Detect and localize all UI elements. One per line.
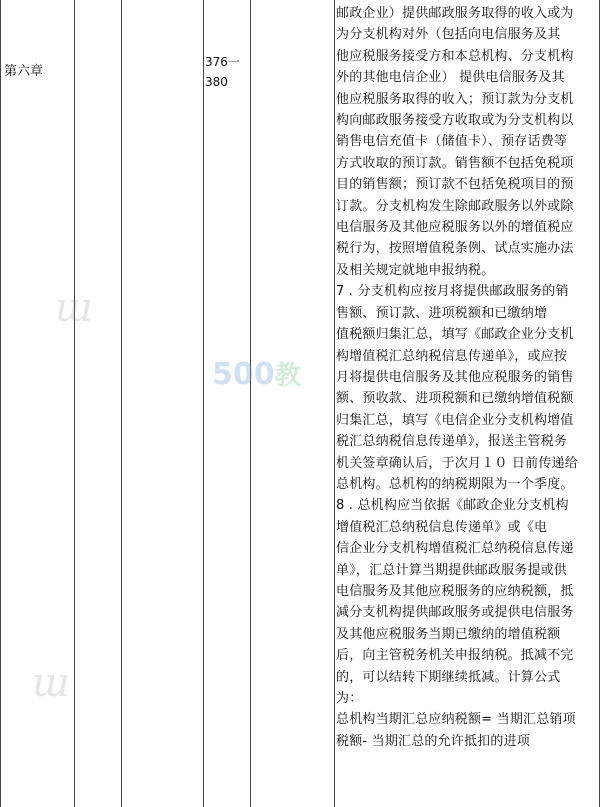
content-line: 额、预收款、进项税额和已缴纳增值税额 xyxy=(336,391,574,407)
page-range-cell xyxy=(205,52,249,92)
content-line: 邮政企业）提供邮政服务取得的收入或为 xyxy=(336,6,574,21)
content-line: 为： xyxy=(336,691,363,706)
content-line: 8 . 总机构应当依据《邮政企业分支机构 xyxy=(336,498,569,514)
content-line: 及其他应税服务当期已缴纳的增值税额 xyxy=(336,626,561,642)
table-column-divider xyxy=(74,0,75,807)
table-border-left xyxy=(0,0,1,807)
content-line: 目的销售额；预订款不包括免税项目的预 xyxy=(336,177,574,193)
watermark-mark: ɯ xyxy=(55,285,93,331)
content-line: 方式收取的预订款。销售额不包括免税项 xyxy=(336,155,574,171)
content-line: 为分支机构对外（包括向电信服务及其 xyxy=(336,27,561,43)
content-line: 订款。分支机构发生除邮政服务以外或除 xyxy=(336,198,574,214)
content-cell xyxy=(336,3,600,752)
content-line: 构增值税汇总纳税信息传递单》，或应按 xyxy=(336,348,568,364)
table-column-divider xyxy=(250,0,251,807)
content-line: 售额、预订款、进项税额和已缴纳增 xyxy=(336,305,548,321)
content-line: 后，向主管税务机关申报纳税。抵减不完 xyxy=(336,648,574,664)
content-line: 机关签章确认后，于次月１０ 日前传递给 xyxy=(336,455,578,471)
content-line: 月将提供电信服务及其他应税服务的销售 xyxy=(336,369,574,385)
watermark-logo-suffix: 教 xyxy=(274,361,301,391)
page-range-end: 380 xyxy=(205,75,228,89)
content-line: 税汇总纳税信息传递单》，报送主管税务 xyxy=(336,434,568,450)
content-line: 他应税服务取得的收入；预订款为分支机 xyxy=(336,91,574,107)
content-line: 单》，汇总计算当期提供邮政服务提或供 xyxy=(336,562,568,578)
table-column-divider xyxy=(121,0,122,807)
content-line: 税额- 当期汇总的允许抵扣的进项 xyxy=(336,733,531,749)
table-column-divider xyxy=(334,0,335,807)
content-line: 值税额归集汇总，填写《邮政企业分支机 xyxy=(336,327,574,343)
content-line: 电信服务及其他应税服务以外的增值税应 xyxy=(336,220,574,236)
content-line: 税行为，按照增值税条例、试点实施办法 xyxy=(336,241,574,257)
content-line: 增值税汇总纳税信息传递单》或《电 xyxy=(336,519,548,535)
watermark-logo xyxy=(212,355,301,392)
content-line: 销售电信充值卡（储值卡）、预存话费等 xyxy=(336,134,568,150)
content-line: 归集汇总，填写《电信企业分支机构增值 xyxy=(336,412,574,428)
table-column-divider xyxy=(203,0,204,807)
content-line: 信企业分支机构增值税汇总纳税信息传递 xyxy=(336,541,574,557)
content-line: 外的其他电信企业） 提供电信服务及其 xyxy=(336,70,565,86)
content-line: 减分支机构提供邮政服务或提供电信服务 xyxy=(336,605,574,621)
content-line: 他应税服务接受方和本总机构、分支机构 xyxy=(336,48,574,64)
content-line: 的，可以结转下期继续抵减。计算公式 xyxy=(336,669,561,685)
watermark-mark: ɯ xyxy=(32,660,70,706)
page-range-start: 376一 xyxy=(205,55,240,69)
content-line: 电信服务及其他应税服务的应纳税额，抵 xyxy=(336,583,574,599)
content-line: 总机构当期汇总应纳税额= 当期汇总销项 xyxy=(336,712,576,728)
chapter-cell: 第六章 xyxy=(4,64,44,79)
content-line: 构向邮政服务接受方收取或为分支机构以 xyxy=(336,113,574,129)
content-line: 及相关规定就地申报纳税。 xyxy=(336,262,495,278)
content-line: 总机构。总机构的纳税期限为一个季度。 xyxy=(336,476,574,492)
watermark-logo-text: 500 xyxy=(212,357,275,392)
content-line: 7 . 分支机构应按月将提供邮政服务的销 xyxy=(336,284,569,300)
